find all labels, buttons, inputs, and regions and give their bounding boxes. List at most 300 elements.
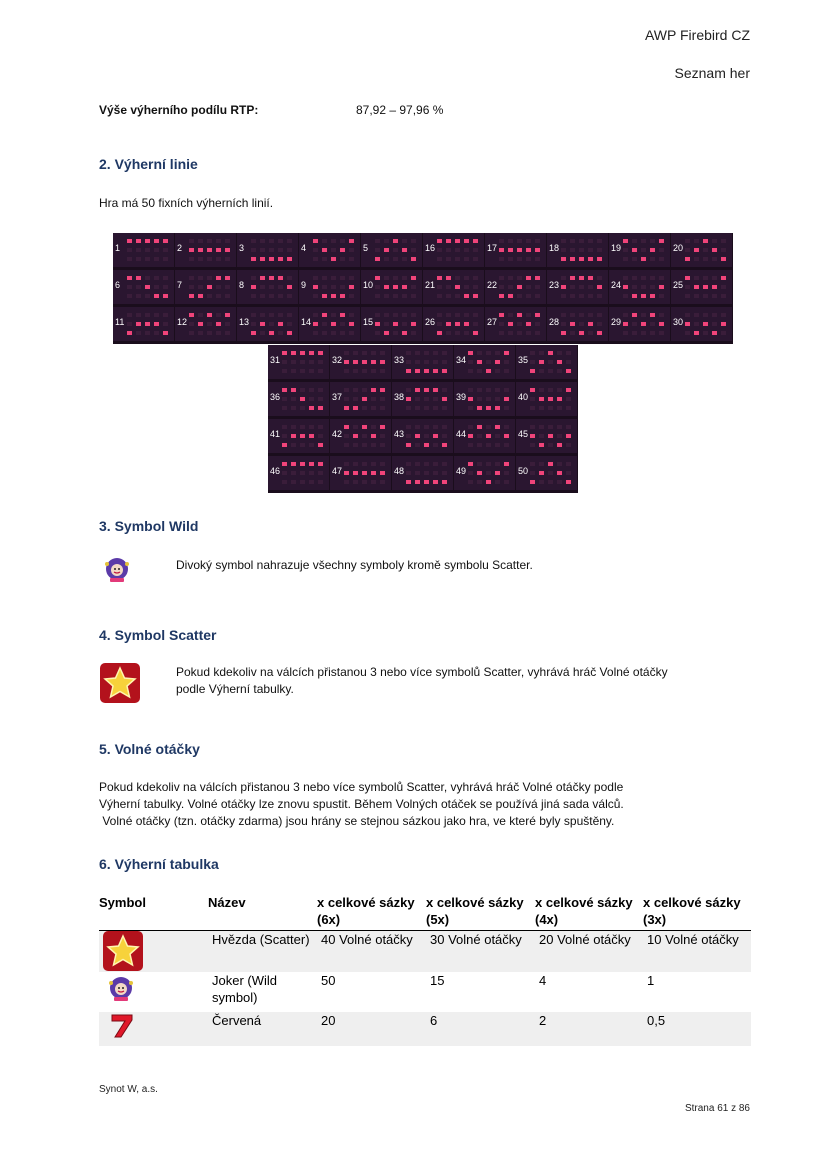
payline-empty xyxy=(659,276,664,280)
payline-empty xyxy=(371,443,376,447)
payline-mark xyxy=(473,294,478,298)
payline-empty xyxy=(291,480,296,484)
payline-empty xyxy=(331,331,336,335)
payline-mark xyxy=(464,294,469,298)
payline-mark xyxy=(344,425,349,429)
payline-empty xyxy=(207,257,212,261)
payline-empty xyxy=(526,294,531,298)
payline-mark xyxy=(291,388,296,392)
payline-empty xyxy=(225,257,230,261)
payline-cell xyxy=(547,307,608,341)
payline-empty xyxy=(375,239,380,243)
payline-empty xyxy=(433,462,438,466)
payline-number: 26 xyxy=(425,317,436,327)
payline-cell xyxy=(485,233,546,267)
payline-empty xyxy=(189,276,194,280)
payline-number: 37 xyxy=(332,392,343,402)
payline-mark xyxy=(504,397,509,401)
payline-empty xyxy=(464,257,469,261)
payline-empty xyxy=(344,397,349,401)
payline-empty xyxy=(499,322,504,326)
payline-mark xyxy=(362,425,367,429)
payline-empty xyxy=(495,434,500,438)
payline-empty xyxy=(189,285,194,289)
payline-cell xyxy=(113,270,174,304)
name-cell: Hvězda (Scatter) xyxy=(212,932,310,947)
payline-empty xyxy=(535,239,540,243)
payline-empty xyxy=(145,313,150,317)
payline-empty xyxy=(486,462,491,466)
payline-empty xyxy=(198,239,203,243)
payline-mark xyxy=(313,322,318,326)
payline-empty xyxy=(557,462,562,466)
payline-mark xyxy=(495,406,500,410)
payline-mark xyxy=(517,248,522,252)
payline-cell xyxy=(392,456,453,490)
symbol-cell xyxy=(99,1012,208,1046)
payline-empty xyxy=(406,388,411,392)
joker-icon xyxy=(103,556,131,584)
payline-number: 7 xyxy=(177,280,183,290)
payline-mark xyxy=(712,331,717,335)
payline-empty xyxy=(340,285,345,289)
payline-number: 1 xyxy=(115,243,121,253)
payline-mark xyxy=(650,294,655,298)
payline-cell xyxy=(237,270,298,304)
payline-empty xyxy=(136,331,141,335)
payline-mark xyxy=(189,294,194,298)
payline-empty xyxy=(309,388,314,392)
payline-mark xyxy=(278,322,283,326)
value-cell: 30 Volné otáčky xyxy=(430,932,522,947)
payline-empty xyxy=(442,360,447,364)
payline-empty xyxy=(499,285,504,289)
payline-empty xyxy=(561,294,566,298)
payline-empty xyxy=(300,471,305,475)
payline-mark xyxy=(163,331,168,335)
payline-empty xyxy=(437,322,442,326)
payline-empty xyxy=(424,397,429,401)
payline-mark xyxy=(282,351,287,355)
payline-number: 38 xyxy=(394,392,405,402)
payline-empty xyxy=(300,369,305,373)
seven-icon xyxy=(109,1012,135,1040)
payline-empty xyxy=(464,248,469,252)
payline-mark xyxy=(486,480,491,484)
payline-empty xyxy=(659,248,664,252)
payline-empty xyxy=(300,406,305,410)
payline-cell xyxy=(516,419,577,453)
payline-empty xyxy=(189,331,194,335)
table-row xyxy=(99,972,751,1012)
payline-empty xyxy=(477,351,482,355)
payline-empty xyxy=(548,369,553,373)
payline-mark xyxy=(291,434,296,438)
payline-mark xyxy=(433,480,438,484)
payline-number: 34 xyxy=(456,355,467,365)
payline-empty xyxy=(349,331,354,335)
payline-empty xyxy=(313,276,318,280)
payline-empty xyxy=(508,257,513,261)
payline-empty xyxy=(486,360,491,364)
payline-number: 31 xyxy=(270,355,281,365)
payline-mark xyxy=(300,397,305,401)
payline-mark xyxy=(225,248,230,252)
payline-mark xyxy=(539,471,544,475)
payline-mark xyxy=(340,294,345,298)
payline-empty xyxy=(495,388,500,392)
payline-empty xyxy=(300,388,305,392)
payline-empty xyxy=(588,294,593,298)
payline-empty xyxy=(411,285,416,289)
payline-empty xyxy=(216,239,221,243)
payline-empty xyxy=(539,351,544,355)
payline-empty xyxy=(189,257,194,261)
payline-empty xyxy=(557,388,562,392)
payline-empty xyxy=(393,313,398,317)
payline-mark xyxy=(588,276,593,280)
payline-empty xyxy=(464,313,469,317)
payline-empty xyxy=(703,294,708,298)
payline-empty xyxy=(486,425,491,429)
payline-empty xyxy=(260,248,265,252)
payline-cell xyxy=(516,345,577,379)
payline-empty xyxy=(362,369,367,373)
payline-empty xyxy=(291,471,296,475)
payline-mark xyxy=(632,248,637,252)
payline-empty xyxy=(318,471,323,475)
payline-mark xyxy=(406,443,411,447)
payline-mark xyxy=(561,257,566,261)
payline-empty xyxy=(318,360,323,364)
payline-empty xyxy=(282,480,287,484)
payline-empty xyxy=(442,434,447,438)
payline-empty xyxy=(322,239,327,243)
payline-mark xyxy=(508,322,513,326)
payline-empty xyxy=(127,294,132,298)
payline-empty xyxy=(424,360,429,364)
payline-empty xyxy=(154,248,159,252)
payline-mark xyxy=(504,351,509,355)
footer-page: Strana 61 z 86 xyxy=(684,1103,750,1114)
payline-mark xyxy=(455,285,460,289)
payline-cell xyxy=(609,233,670,267)
payline-empty xyxy=(309,425,314,429)
payline-mark xyxy=(437,276,442,280)
payline-empty xyxy=(504,480,509,484)
payline-empty xyxy=(415,462,420,466)
rtp-label: Výše výherního podílu RTP: xyxy=(99,103,259,117)
payline-empty xyxy=(433,406,438,410)
payline-empty xyxy=(473,285,478,289)
star-icon xyxy=(103,931,143,971)
value-cell: 10 Volné otáčky xyxy=(647,932,739,947)
payline-empty xyxy=(291,443,296,447)
payline-number: 5 xyxy=(363,243,369,253)
payline-empty xyxy=(415,397,420,401)
payline-empty xyxy=(685,313,690,317)
payline-empty xyxy=(309,360,314,364)
payline-empty xyxy=(632,239,637,243)
payline-mark xyxy=(189,313,194,317)
payline-empty xyxy=(198,285,203,289)
rtp-value: 87,92 – 97,96 % xyxy=(356,103,444,117)
payline-empty xyxy=(685,248,690,252)
payline-empty xyxy=(287,322,292,326)
payline-empty xyxy=(433,360,438,364)
payline-empty xyxy=(539,434,544,438)
payline-mark xyxy=(424,369,429,373)
payline-empty xyxy=(477,434,482,438)
payline-mark xyxy=(530,388,535,392)
payline-empty xyxy=(318,397,323,401)
payline-empty xyxy=(384,313,389,317)
payline-cell xyxy=(423,233,484,267)
payline-mark xyxy=(499,248,504,252)
payline-mark xyxy=(402,248,407,252)
payline-mark xyxy=(371,360,376,364)
payline-empty xyxy=(371,406,376,410)
payline-empty xyxy=(433,397,438,401)
payline-empty xyxy=(517,276,522,280)
payline-empty xyxy=(154,285,159,289)
payline-empty xyxy=(287,276,292,280)
payline-mark xyxy=(380,360,385,364)
payline-mark xyxy=(198,322,203,326)
payline-empty xyxy=(406,351,411,355)
payline-empty xyxy=(216,257,221,261)
payline-empty xyxy=(557,369,562,373)
payline-empty xyxy=(468,425,473,429)
payline-mark xyxy=(291,351,296,355)
payline-empty xyxy=(721,248,726,252)
payline-empty xyxy=(579,322,584,326)
payline-empty xyxy=(225,294,230,298)
payline-empty xyxy=(198,257,203,261)
section6-title: 6. Výherní tabulka xyxy=(99,856,219,872)
payline-number: 3 xyxy=(239,243,245,253)
payline-number: 19 xyxy=(611,243,622,253)
payline-mark xyxy=(455,239,460,243)
payline-empty xyxy=(579,239,584,243)
payline-mark xyxy=(530,369,535,373)
payline-cell xyxy=(299,270,360,304)
payline-empty xyxy=(282,397,287,401)
payline-mark xyxy=(127,276,132,280)
payline-empty xyxy=(291,397,296,401)
payline-mark xyxy=(300,462,305,466)
payline-empty xyxy=(393,276,398,280)
payline-cell xyxy=(392,382,453,416)
payline-number: 9 xyxy=(301,280,307,290)
payline-empty xyxy=(597,313,602,317)
payline-empty xyxy=(269,322,274,326)
payline-empty xyxy=(154,276,159,280)
payline-empty xyxy=(251,294,256,298)
payline-empty xyxy=(721,294,726,298)
section2-title: 2. Výherní linie xyxy=(99,156,198,172)
payline-empty xyxy=(309,471,314,475)
payline-mark xyxy=(375,276,380,280)
payline-empty xyxy=(322,331,327,335)
payline-empty xyxy=(477,480,482,484)
payline-cell xyxy=(671,270,732,304)
payline-mark xyxy=(641,257,646,261)
payline-mark xyxy=(318,406,323,410)
payline-empty xyxy=(486,388,491,392)
payline-mark xyxy=(597,285,602,289)
payline-empty xyxy=(597,322,602,326)
payline-empty xyxy=(344,351,349,355)
payline-mark xyxy=(499,294,504,298)
payline-empty xyxy=(455,257,460,261)
payline-mark xyxy=(446,239,451,243)
payline-number: 35 xyxy=(518,355,529,365)
payline-empty xyxy=(278,248,283,252)
payline-empty xyxy=(415,425,420,429)
payline-empty xyxy=(384,322,389,326)
payline-empty xyxy=(433,471,438,475)
payline-empty xyxy=(163,248,168,252)
payline-mark xyxy=(216,276,221,280)
payline-number: 29 xyxy=(611,317,622,327)
payline-mark xyxy=(530,434,535,438)
payline-number: 30 xyxy=(673,317,684,327)
payline-number: 49 xyxy=(456,466,467,476)
payline-mark xyxy=(721,322,726,326)
payline-empty xyxy=(411,248,416,252)
payline-empty xyxy=(566,351,571,355)
payline-mark xyxy=(349,239,354,243)
payline-mark xyxy=(566,388,571,392)
section5-title: 5. Volné otáčky xyxy=(99,741,200,757)
payline-mark xyxy=(477,406,482,410)
payline-empty xyxy=(433,425,438,429)
payline-empty xyxy=(362,388,367,392)
payline-empty xyxy=(535,322,540,326)
payline-mark xyxy=(570,257,575,261)
payline-empty xyxy=(291,360,296,364)
payline-mark xyxy=(225,276,230,280)
payline-cell xyxy=(330,456,391,490)
payline-empty xyxy=(322,322,327,326)
payline-empty xyxy=(703,248,708,252)
payline-empty xyxy=(508,285,513,289)
payline-mark xyxy=(260,257,265,261)
payline-number: 43 xyxy=(394,429,405,439)
payline-empty xyxy=(442,351,447,355)
payline-mark xyxy=(659,239,664,243)
payline-empty xyxy=(499,239,504,243)
payline-empty xyxy=(269,248,274,252)
payline-empty xyxy=(632,285,637,289)
payline-empty xyxy=(473,313,478,317)
payline-empty xyxy=(446,285,451,289)
payline-empty xyxy=(145,294,150,298)
payline-mark xyxy=(287,257,292,261)
payline-empty xyxy=(685,285,690,289)
payline-empty xyxy=(539,406,544,410)
payline-empty xyxy=(685,331,690,335)
payline-empty xyxy=(371,480,376,484)
payline-mark xyxy=(136,239,141,243)
payline-empty xyxy=(566,360,571,364)
payline-empty xyxy=(282,360,287,364)
payline-mark xyxy=(371,388,376,392)
payline-empty xyxy=(349,313,354,317)
payline-mark xyxy=(415,480,420,484)
payline-empty xyxy=(344,434,349,438)
payline-empty xyxy=(127,322,132,326)
payline-empty xyxy=(597,276,602,280)
payline-empty xyxy=(561,248,566,252)
payline-empty xyxy=(362,351,367,355)
payline-empty xyxy=(659,331,664,335)
payline-empty xyxy=(349,248,354,252)
payline-mark xyxy=(322,248,327,252)
payline-empty xyxy=(313,331,318,335)
payline-empty xyxy=(597,239,602,243)
payline-empty xyxy=(380,434,385,438)
payline-empty xyxy=(251,322,256,326)
payline-cell xyxy=(113,307,174,341)
payline-mark xyxy=(375,257,380,261)
payline-empty xyxy=(721,239,726,243)
payline-empty xyxy=(424,425,429,429)
payline-empty xyxy=(566,443,571,447)
table-row xyxy=(99,931,751,972)
payline-mark xyxy=(287,331,292,335)
payline-empty xyxy=(570,285,575,289)
payline-empty xyxy=(207,331,212,335)
payline-empty xyxy=(548,388,553,392)
payline-empty xyxy=(504,443,509,447)
payline-mark xyxy=(362,360,367,364)
payline-mark xyxy=(380,388,385,392)
payline-mark xyxy=(694,248,699,252)
payline-empty xyxy=(362,406,367,410)
payline-empty xyxy=(260,239,265,243)
payline-empty xyxy=(437,285,442,289)
payline-mark xyxy=(154,239,159,243)
payline-empty xyxy=(344,443,349,447)
payline-number: 36 xyxy=(270,392,281,402)
payline-empty xyxy=(588,248,593,252)
payline-number: 15 xyxy=(363,317,374,327)
payline-empty xyxy=(198,276,203,280)
payline-mark xyxy=(216,248,221,252)
payline-empty xyxy=(561,322,566,326)
payline-empty xyxy=(495,397,500,401)
payline-mark xyxy=(371,471,376,475)
payline-empty xyxy=(694,257,699,261)
payline-mark xyxy=(362,471,367,475)
payline-mark xyxy=(597,257,602,261)
payline-empty xyxy=(486,471,491,475)
payline-empty xyxy=(517,331,522,335)
payline-mark xyxy=(406,397,411,401)
payline-empty xyxy=(145,276,150,280)
payline-mark xyxy=(207,313,212,317)
payline-empty xyxy=(539,480,544,484)
payline-empty xyxy=(375,331,380,335)
payline-empty xyxy=(530,360,535,364)
payline-cell xyxy=(671,233,732,267)
payline-empty xyxy=(539,388,544,392)
payline-mark xyxy=(207,248,212,252)
payline-empty xyxy=(353,462,358,466)
payline-mark xyxy=(712,248,717,252)
